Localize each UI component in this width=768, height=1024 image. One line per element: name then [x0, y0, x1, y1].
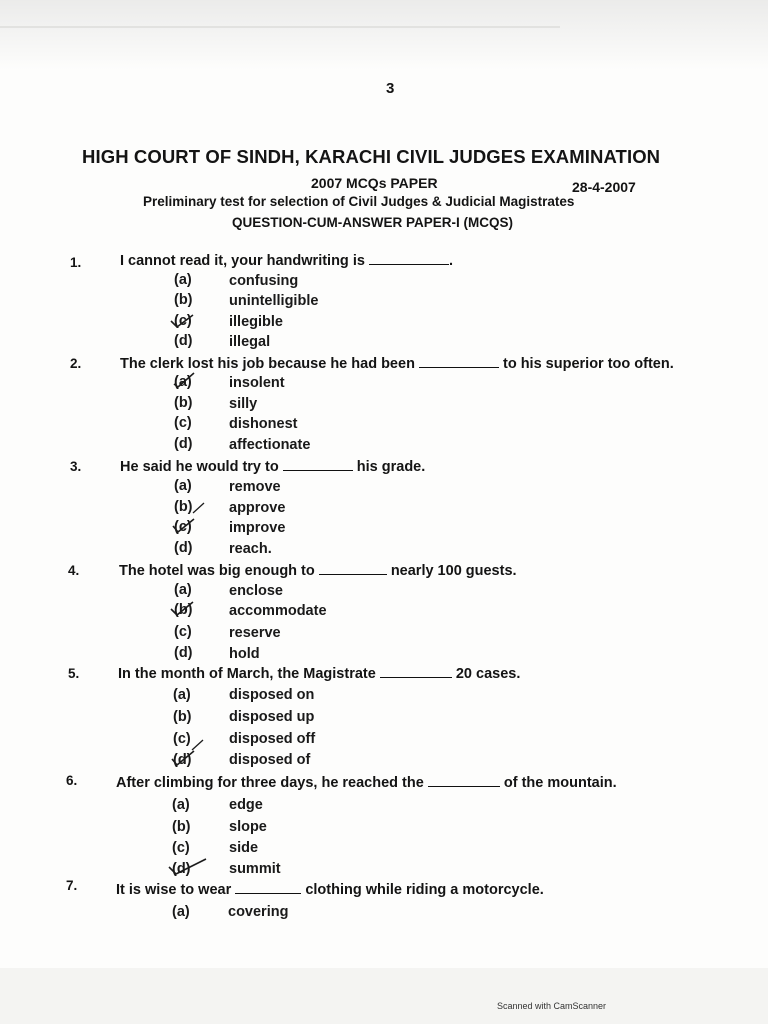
- option-letter: (b): [174, 395, 193, 411]
- option-letter: (a): [174, 374, 192, 390]
- question-text-after: to his superior too often.: [502, 356, 674, 372]
- option-text: confusing: [229, 273, 299, 289]
- question-number: 6.: [66, 773, 78, 788]
- option-letter: (b): [174, 499, 193, 515]
- question-text-before: He said he would try to: [120, 459, 279, 475]
- question-number: 2.: [70, 356, 82, 371]
- question-number: 5.: [68, 666, 80, 681]
- question-text-after: nearly 100 guests.: [390, 563, 517, 579]
- option-text: approve: [229, 500, 286, 516]
- court-title: HIGH COURT OF SINDH, KARACHI CIVIL JUDGES EXAMINATION: [82, 146, 661, 167]
- question-text: [120, 354, 674, 372]
- answer-blank: [283, 457, 353, 471]
- question-text: [118, 664, 520, 682]
- scan-edge: [0, 26, 560, 28]
- option-letter: (a): [173, 687, 191, 703]
- question-text-before: The clerk lost his job because he had been: [120, 356, 415, 372]
- option-text: summit: [229, 861, 281, 877]
- question-text: [116, 773, 617, 791]
- option-text: slope: [229, 819, 267, 835]
- option-text: covering: [228, 904, 289, 920]
- option-text: improve: [229, 520, 286, 536]
- option-text: reach.: [229, 541, 272, 557]
- question-text-before: The hotel was big enough to: [119, 563, 315, 579]
- option-text: illegible: [229, 314, 283, 330]
- option-letter: (c): [174, 415, 192, 431]
- option-letter: (d): [174, 436, 193, 452]
- answer-blank: [419, 354, 499, 368]
- option-text: hold: [229, 646, 260, 662]
- option-text: side: [229, 840, 259, 856]
- answer-tick-mark: [170, 313, 194, 329]
- question-text-before: I cannot read it, your handwriting is: [120, 253, 365, 269]
- question-number: 4.: [68, 563, 80, 578]
- option-letter: (c): [174, 519, 192, 535]
- question-text-after: 20 cases.: [455, 666, 521, 682]
- answer-tick-mark: [172, 518, 196, 534]
- option-letter: (d): [173, 752, 192, 768]
- question-number: 1.: [70, 255, 82, 270]
- option-letter: (d): [174, 333, 193, 349]
- question-number: 7.: [66, 878, 78, 893]
- option-text: reserve: [229, 625, 281, 641]
- exam-date: 28-4-2007: [572, 179, 636, 195]
- option-letter: (a): [174, 582, 192, 598]
- answer-tick-mark: [170, 601, 194, 617]
- page-number: 3: [386, 80, 395, 97]
- option-letter: (a): [174, 478, 192, 494]
- question-number: 3.: [70, 459, 82, 474]
- scanner-watermark: Scanned with CamScanner: [497, 1001, 607, 1011]
- option-text: affectionate: [229, 437, 311, 453]
- option-letter: (b): [172, 819, 191, 835]
- option-text: remove: [229, 479, 281, 495]
- option-text: dishonest: [229, 416, 298, 432]
- question-text: [120, 457, 425, 475]
- question-text-before: It is wise to wear: [116, 882, 232, 898]
- option-text: illegal: [229, 334, 271, 350]
- answer-tick-mark: [168, 858, 208, 876]
- option-letter: (c): [173, 731, 191, 747]
- option-letter: (a): [172, 797, 190, 813]
- question-text-after: .: [448, 253, 453, 269]
- option-letter: (a): [174, 272, 192, 288]
- option-text: edge: [229, 797, 263, 813]
- question-text-before: After climbing for three days, he reached the: [116, 775, 424, 791]
- option-letter: (c): [174, 624, 192, 640]
- question-text: [116, 880, 544, 898]
- answer-blank: [380, 664, 452, 678]
- subtitle-line-2: QUESTION-CUM-ANSWER PAPER-I (MCQS): [232, 215, 513, 230]
- question-text-before: In the month of March, the Magistrate: [118, 666, 376, 682]
- option-text: accommodate: [229, 603, 327, 619]
- option-text: disposed on: [229, 687, 315, 703]
- option-letter: (b): [174, 292, 193, 308]
- option-letter: (c): [174, 313, 192, 329]
- answer-blank: [428, 773, 500, 787]
- option-letter: (d): [174, 540, 193, 556]
- option-letter: (b): [174, 602, 193, 618]
- option-text: enclose: [229, 583, 283, 599]
- option-text: disposed up: [229, 709, 315, 725]
- option-letter: (b): [173, 709, 192, 725]
- option-letter: (c): [172, 840, 190, 856]
- scan-shadow: [0, 0, 768, 70]
- question-text: [119, 561, 517, 579]
- answer-blank: [235, 880, 301, 894]
- question-text-after: clothing while riding a motorcycle.: [305, 882, 544, 898]
- option-text: unintelligible: [229, 293, 319, 309]
- paper-title: 2007 MCQs PAPER: [311, 175, 438, 191]
- subtitle-line-1: Preliminary test for selection of Civil Judges & Judicial Magistrates: [143, 194, 575, 209]
- question-text: [120, 251, 453, 269]
- option-letter: (d): [172, 861, 191, 877]
- option-letter: (d): [174, 645, 193, 661]
- question-text-after: his grade.: [356, 459, 426, 475]
- question-text-after: of the mountain.: [503, 775, 617, 791]
- option-text: silly: [229, 396, 258, 412]
- option-letter: (a): [172, 904, 190, 920]
- answer-tick-mark: [172, 372, 196, 388]
- answer-tick-mark: [171, 750, 195, 766]
- answer-blank: [319, 561, 387, 575]
- answer-blank: [369, 251, 449, 265]
- option-text: disposed of: [229, 752, 311, 768]
- option-text: insolent: [229, 375, 285, 391]
- stray-pen-mark: [192, 501, 206, 515]
- option-text: disposed off: [229, 731, 316, 747]
